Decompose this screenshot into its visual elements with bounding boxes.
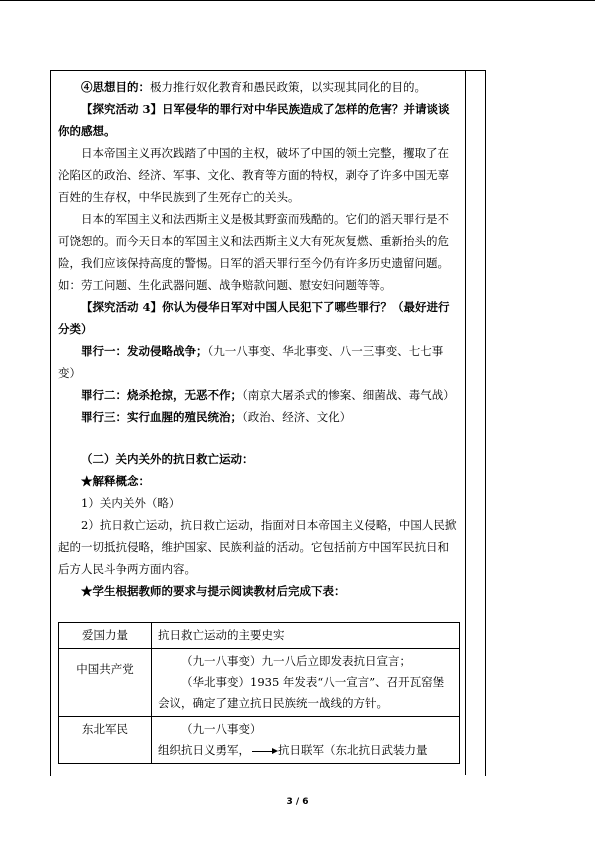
section-b-heading: （二）关内关外的抗日救亡运动： — [81, 452, 254, 466]
crime1-text: （九一八事变、华北事变、八一三事变、七七事变） — [58, 344, 444, 380]
table-header-row — [59, 623, 460, 649]
crime1-label: 罪行一：发动侵略战争； — [81, 344, 208, 358]
row1-force: 中国共产党 — [59, 649, 152, 717]
concept-heading: ★解释概念： — [81, 474, 150, 488]
crime3-text: （政治、经济、文化） — [242, 410, 352, 424]
resistance-table — [58, 622, 460, 764]
header-force: 爱国力量 — [59, 623, 152, 649]
crime2-label: 罪行二：烧杀抢掠，无恶不作； — [81, 388, 242, 402]
table-row — [59, 649, 460, 717]
row2-facts — [152, 717, 460, 764]
row2-line2a: 组织抗日义勇军， — [158, 743, 250, 757]
item4-label: ④思想目的： — [81, 80, 150, 94]
crime2-text: （南京大屠杀式的惨案、细菌战、毒气战） — [242, 388, 455, 402]
activity3-para1: 日本帝国主义再次践踏了中国的主权，破坏了中国的领土完整，攫取了在沦陷区的政治、经济、军事、文化、教育等方面的特权，剥夺了许多中国无辜百姓的生存权，中华民族到了生死存亡的关头。 — [58, 146, 449, 204]
row2-line1: （九一八事变） — [181, 722, 262, 736]
activity4-title: 【探究活动 4】你认为侵华日军对中国人民犯下了哪些罪行？（最好进行分类） — [58, 300, 450, 336]
header-facts: 抗日救亡运动的主要史实 — [152, 623, 460, 649]
task-heading: ★学生根据教师的要求与提示阅读教材后完成下表： — [81, 584, 346, 598]
crime3-label: 罪行三：实行血腥的殖民统治； — [81, 410, 242, 424]
row1-facts — [152, 649, 460, 717]
page-top-rule — [0, 0, 595, 1]
crime2 — [58, 384, 458, 406]
row2-line2b: 抗日联军（东北抗日武装力量 — [278, 743, 428, 757]
concept2: 2）抗日救亡运动，抗日救亡运动，指面对日本帝国主义侵略，中国人民掀起的一切抵抗侵略，维护国家、民族利益的活动。它包括前方中国军民抗日和后方人民斗争两方面内容。 — [58, 518, 457, 576]
activity3-title: 【探究活动 3】日军侵华的罪行对中华民族造成了怎样的危害？并请谈谈你的感想。 — [58, 102, 450, 138]
item4-text: 极力推行奴化教育和愚民政策，以实现其同化的目的。 — [150, 80, 426, 94]
spacer — [58, 428, 458, 448]
activity3-para2: 日本的军国主义和法西斯主义是极其野蛮而残酷的。它们的滔天罪行是不可饶恕的。而今天日本的军国主义和法西斯主义大有死灰复燃、重新抬头的危险，我们应该保持高度的警惕。日军的滔天罪行至今仍有许多历史遗留问题。如：劳工问题、生化武器问题、战争赔款问题、慰安妇问题等等。 — [58, 212, 449, 292]
crime3 — [58, 406, 458, 428]
row2-force: 东北军民 — [59, 717, 152, 764]
row1-line1: （九一八事变）九一八后立即发表抗日宣言； — [181, 654, 411, 668]
row2-line2 — [158, 740, 453, 761]
page-number: 3 / 6 — [286, 797, 309, 807]
lesson-content — [58, 76, 458, 602]
concept1: 1）关内关外（略） — [81, 496, 181, 510]
item4-line — [58, 76, 458, 98]
table-row — [59, 717, 460, 764]
row1-line2: （华北事变）1935 年发表“八一宣言”、召开瓦窑堡会议，确定了建立抗日民族统一战线的方针。 — [158, 675, 445, 710]
arrow-right-icon — [252, 751, 276, 752]
notes-column-divider — [465, 70, 466, 775]
crime1 — [58, 340, 458, 384]
